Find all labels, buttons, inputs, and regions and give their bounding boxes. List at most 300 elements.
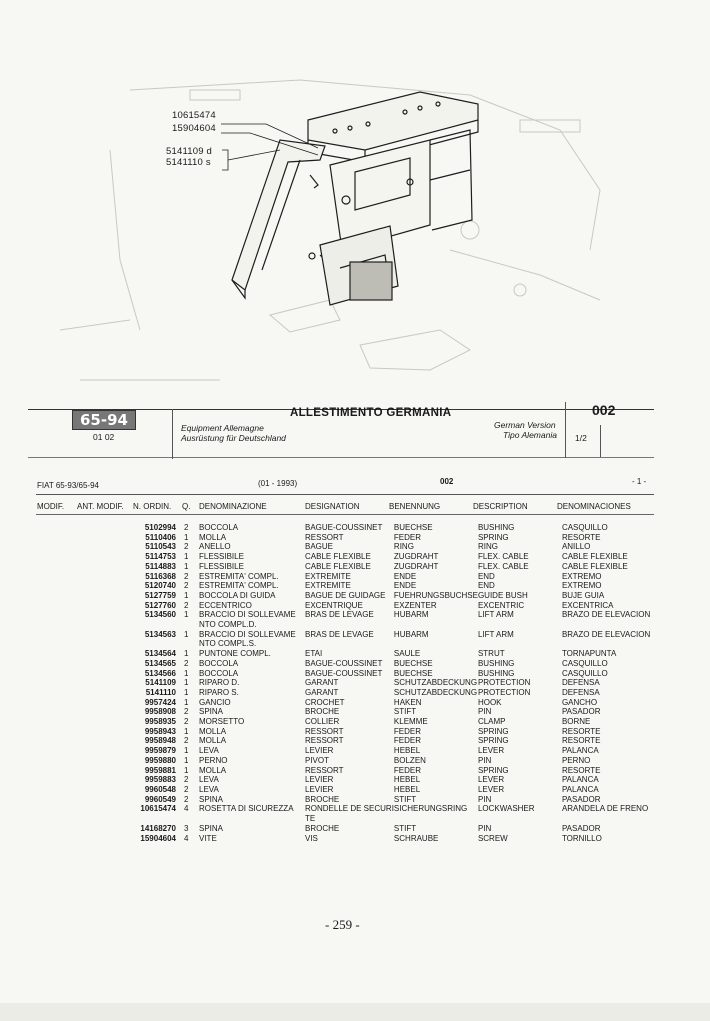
cell-de: FUEHRUNGSBUCHSE xyxy=(393,590,478,600)
cell-fr: COLLIER xyxy=(305,717,340,727)
parts-table xyxy=(100,523,662,843)
cell-es: PALANCA xyxy=(561,746,599,756)
cell-en: LIFT ARM xyxy=(477,629,514,639)
cell-it: NTO COMPL.D. xyxy=(199,620,257,630)
cell-code: 9959881 xyxy=(144,765,176,775)
cell-it: GANCIO xyxy=(199,697,231,707)
header-divider-small xyxy=(600,425,601,457)
cell-code: 5141110 xyxy=(145,687,176,697)
cell-qty: 1 xyxy=(184,765,189,775)
col-qty: Q. xyxy=(182,502,191,511)
cell-de: SCHRAUBE xyxy=(393,833,439,843)
cell-es: PASADOR xyxy=(561,794,601,804)
cell-code: 9960548 xyxy=(144,784,176,794)
cell-code: 5127759 xyxy=(144,590,176,600)
cell-de: HUBARM xyxy=(393,610,429,620)
frame-assembly xyxy=(221,92,478,305)
cell-qty: 4 xyxy=(184,804,189,814)
cell-it: SPINA xyxy=(199,794,224,804)
cell-de: ENDE xyxy=(393,571,417,581)
table-row xyxy=(100,688,662,698)
sheet-number: 1/2 xyxy=(575,433,587,443)
cell-fr: RESSORT xyxy=(305,532,344,542)
cell-es: ARANDELA DE FRENO xyxy=(561,804,649,814)
cell-en: GUIDE BUSH xyxy=(477,590,528,600)
cell-it: LEVA xyxy=(199,784,219,794)
cell-es: TORNILLO xyxy=(561,833,602,843)
cell-fr: BAGUE DE GUIDAGE xyxy=(305,590,386,600)
cell-code: 5134565 xyxy=(144,658,176,668)
cell-fr: LEVIER xyxy=(305,784,334,794)
cell-it: MOLLA xyxy=(199,726,227,736)
cell-es: PASADOR xyxy=(561,707,601,717)
col-denominaciones: DENOMINACIONES xyxy=(557,502,631,511)
table-row xyxy=(100,542,662,552)
cell-code: 5127760 xyxy=(144,600,176,610)
title-english: German Version xyxy=(494,420,556,430)
cell-it xyxy=(199,814,305,824)
cell-qty: 1 xyxy=(184,687,189,697)
table-row xyxy=(100,698,662,708)
cell-es: BORNE xyxy=(561,717,591,727)
cell-de: ENDE xyxy=(393,581,417,591)
cell-en: SPRING xyxy=(477,736,509,746)
cell-it: BOCCOLA xyxy=(199,658,239,668)
table-row xyxy=(100,766,662,776)
cell-it: MOLLA xyxy=(199,765,227,775)
cell-en: PIN xyxy=(477,794,492,804)
table-row xyxy=(100,804,662,814)
cell-fr: CROCHET xyxy=(305,697,345,707)
cell-es: BRAZO DE ELEVACION xyxy=(561,610,651,620)
title-german: Ausrüstung für Deutschland xyxy=(181,433,286,443)
cell-it: MOLLA xyxy=(199,532,227,542)
scan-bottom-edge xyxy=(0,1003,710,1021)
cell-es: DEFENSA xyxy=(561,678,600,688)
cell-code: 14168270 xyxy=(140,823,176,833)
cell-de: FEDER xyxy=(393,765,422,775)
cell-en: PIN xyxy=(477,755,492,765)
cell-en: PROTECTION xyxy=(477,678,531,688)
cell-qty: 1 xyxy=(184,629,189,639)
cell-fr: LEVIER xyxy=(305,746,334,756)
cell-fr: RESSORT xyxy=(305,726,344,736)
cell-code: 9958943 xyxy=(144,726,176,736)
cell-code: 9957424 xyxy=(144,697,176,707)
cell-fr: BAGUE xyxy=(305,542,334,552)
cell-it: PUNTONE COMPL. xyxy=(199,649,271,659)
cell-de: ZUGDRAHT xyxy=(393,561,439,571)
cell-qty: 1 xyxy=(184,532,189,542)
cell-code: 5134564 xyxy=(144,649,176,659)
cell-qty: 2 xyxy=(184,658,189,668)
cell-en: LEVER xyxy=(477,775,505,785)
table-row xyxy=(100,746,662,756)
cell-en: SCREW xyxy=(477,833,508,843)
cell-en: BUSHING xyxy=(477,658,515,668)
cell-qty: 2 xyxy=(184,707,189,717)
cell-qty: 4 xyxy=(184,833,189,843)
cell-code: 5134560 xyxy=(144,610,176,620)
cell-it: ECCENTRICO xyxy=(199,600,252,610)
cell-en: LOCKWASHER xyxy=(477,804,535,814)
cell-de: KLEMME xyxy=(393,717,428,727)
table-row xyxy=(100,523,662,533)
sub-code: 01 02 xyxy=(93,432,115,442)
cell-it: NTO COMPL.S. xyxy=(199,639,257,649)
cell-fr: RESSORT xyxy=(305,736,344,746)
cell-it: RIPARO S. xyxy=(199,687,239,697)
cell-fr: VIS xyxy=(305,833,318,843)
cell-en: END xyxy=(477,571,495,581)
page-title: ALLESTIMENTO GERMANIA xyxy=(290,407,452,419)
cell-de: STIFT xyxy=(393,707,417,717)
cell-es: RESORTE xyxy=(561,765,601,775)
cell-en: SPRING xyxy=(477,765,509,775)
cell-fr: BROCHE xyxy=(305,823,340,833)
cell-de: BUECHSE xyxy=(393,668,433,678)
header-bottom-rule xyxy=(28,457,654,458)
cell-code: 5120740 xyxy=(144,581,176,591)
meta-rule xyxy=(36,494,654,495)
cell-it: BRACCIO DI SOLLEVAME xyxy=(199,610,296,620)
cell-qty: 1 xyxy=(184,590,189,600)
cell-fr: BAGUE-COUSSINET xyxy=(305,668,383,678)
col-n-ordin: N. ORDIN. xyxy=(133,502,172,511)
meta-page-mark: - 1 - xyxy=(632,477,647,486)
cell-fr: EXCENTRIQUE xyxy=(305,600,363,610)
cell-es: GANCHO xyxy=(561,697,598,707)
cell-en: PIN xyxy=(477,707,492,717)
cell-fr: PIVOT xyxy=(305,755,330,765)
cell-code: 10615474 xyxy=(140,804,176,814)
cell-it: ANELLO xyxy=(199,542,231,552)
cell-it: BOCCOLA xyxy=(199,523,239,532)
model-badge: 65-94 xyxy=(72,410,136,430)
cell-qty: 1 xyxy=(184,697,189,707)
table-row xyxy=(100,678,662,688)
col-modif: MODIF. xyxy=(37,502,65,511)
cell-code xyxy=(100,814,184,824)
cell-qty: 1 xyxy=(184,678,189,688)
cell-code: 5134563 xyxy=(144,629,176,639)
cell-code: 5110543 xyxy=(145,542,176,552)
cell-qty xyxy=(184,620,199,630)
cell-de: FEDER xyxy=(393,726,422,736)
cell-it: ESTREMITA' COMPL. xyxy=(199,581,279,591)
table-row xyxy=(100,669,662,679)
cell-fr xyxy=(305,620,394,630)
cell-en xyxy=(478,814,562,824)
cell-qty: 2 xyxy=(184,775,189,785)
col-description: DESCRIPTION xyxy=(473,502,528,511)
table-row xyxy=(100,775,662,785)
columns-rule xyxy=(36,514,654,515)
cell-it: MORSETTO xyxy=(199,717,245,727)
table-row xyxy=(100,736,662,746)
table-row xyxy=(100,659,662,669)
cell-fr: EXTREMITE xyxy=(305,571,351,581)
cell-it: RIPARO D. xyxy=(199,678,240,688)
cell-code: 5102994 xyxy=(144,523,176,532)
cell-code: 9958935 xyxy=(144,717,176,727)
cell-de: EXZENTER xyxy=(393,600,437,610)
cell-code: 5134566 xyxy=(144,668,176,678)
cell-qty xyxy=(184,639,199,649)
table-row xyxy=(100,717,662,727)
cell-de: FEDER xyxy=(393,736,422,746)
cell-es: EXTREMO xyxy=(561,581,602,591)
cell-en: SPRING xyxy=(477,726,509,736)
cell-qty: 2 xyxy=(184,784,189,794)
table-row xyxy=(100,610,662,620)
cell-it: ESTREMITA' COMPL. xyxy=(199,571,279,581)
cell-fr: BROCHE xyxy=(305,794,340,804)
parts-table-body xyxy=(100,523,662,843)
exploded-view-svg xyxy=(0,0,710,400)
page-number: - 259 - xyxy=(325,917,360,932)
cell-en: STRUT xyxy=(477,649,505,659)
cell-de: FEDER xyxy=(393,532,422,542)
table-row xyxy=(100,785,662,795)
cell-it: LEVA xyxy=(199,775,219,785)
cell-de: SICHERUNGSRING xyxy=(393,804,468,814)
cell-code: 5114883 xyxy=(145,561,176,571)
table-row xyxy=(100,533,662,543)
table-row xyxy=(100,630,662,640)
table-row xyxy=(100,601,662,611)
cell-it: ROSETTA DI SICUREZZA xyxy=(199,804,294,814)
table-row xyxy=(100,707,662,717)
col-benennung: BENENNUNG xyxy=(389,502,441,511)
cell-qty: 2 xyxy=(184,523,189,532)
cell-code: 9960549 xyxy=(144,794,176,804)
cell-en: LEVER xyxy=(477,746,505,756)
cell-es: PALANCA xyxy=(561,784,599,794)
cell-es: CASQUILLO xyxy=(561,668,608,678)
cell-de: SCHUTZABDECKUNG xyxy=(393,687,478,697)
cell-en xyxy=(478,639,562,649)
table-row xyxy=(100,824,662,834)
cell-fr: CABLE FLEXIBLE xyxy=(305,552,371,562)
cell-it: FLESSIBILE xyxy=(199,561,244,571)
cell-de xyxy=(394,814,478,824)
cell-qty: 2 xyxy=(184,736,189,746)
cell-qty: 2 xyxy=(184,571,189,581)
cell-qty: 2 xyxy=(184,581,189,591)
cell-fr: GARANT xyxy=(305,678,339,688)
cell-fr: RONDELLE DE SECURI xyxy=(305,804,394,814)
cell-es: PALANCA xyxy=(561,775,599,785)
title-french: Equipment Allemagne xyxy=(181,423,264,433)
callout-5141110-s: 5141110 s xyxy=(166,157,211,168)
group-code: 002 xyxy=(592,402,616,418)
cell-code: 5141109 xyxy=(145,678,176,688)
table-row xyxy=(100,834,662,844)
cell-code: 9959883 xyxy=(144,775,176,785)
callout-15904604: 15904604 xyxy=(172,123,216,134)
cell-es: CABLE FLEXIBLE xyxy=(561,561,628,571)
cell-es: BUJE GUIA xyxy=(561,590,605,600)
cell-de: HEBEL xyxy=(393,746,421,756)
cell-it: LEVA xyxy=(199,746,219,756)
cell-es: CABLE FLEXIBLE xyxy=(561,552,628,562)
cell-qty: 3 xyxy=(184,823,189,833)
cell-es xyxy=(562,814,662,824)
cell-de: STIFT xyxy=(393,823,417,833)
cell-it: FLESSIBILE xyxy=(199,552,244,562)
cell-qty: 1 xyxy=(184,610,189,620)
cell-code: 9958908 xyxy=(144,707,176,717)
cell-fr: BRAS DE LEVAGE xyxy=(305,610,374,620)
callout-5141109-d: 5141109 d xyxy=(166,146,213,157)
cell-de: SCHUTZABDECKUNG xyxy=(393,678,478,688)
cell-code: 5110406 xyxy=(145,532,176,542)
col-ant-modif: ANT. MODIF. xyxy=(77,502,124,511)
cell-fr: EXTREMITE xyxy=(305,581,351,591)
cell-fr: BROCHE xyxy=(305,707,340,717)
cell-de: BUECHSE xyxy=(393,523,433,532)
cell-fr: BRAS DE LEVAGE xyxy=(305,629,374,639)
cell-code xyxy=(100,620,184,630)
cell-qty xyxy=(184,814,199,824)
cell-fr: BAGUE-COUSSINET xyxy=(305,523,383,532)
cell-fr: LEVIER xyxy=(305,775,334,785)
cell-es: PERNO xyxy=(561,755,591,765)
cell-code: 5114753 xyxy=(145,552,176,562)
cell-de: BUECHSE xyxy=(393,658,433,668)
cell-es: BRAZO DE ELEVACION xyxy=(561,629,651,639)
table-row xyxy=(100,795,662,805)
cell-es: EXTREMO xyxy=(561,571,602,581)
cell-en: PIN xyxy=(477,823,492,833)
header-divider-right xyxy=(565,402,566,458)
exploded-view-drawing xyxy=(0,0,710,400)
model-line: FIAT 65-93/65-94 xyxy=(37,481,99,490)
header-divider-left xyxy=(172,409,173,459)
cell-es: CASQUILLO xyxy=(561,658,608,668)
cell-qty: 2 xyxy=(184,600,189,610)
cell-it: PERNO xyxy=(199,755,228,765)
table-row xyxy=(100,581,662,591)
cell-fr: TE xyxy=(305,814,316,824)
cell-code: 9958948 xyxy=(144,736,176,746)
cell-qty: 1 xyxy=(184,726,189,736)
cell-fr: BAGUE-COUSSINET xyxy=(305,658,383,668)
cell-fr: RESSORT xyxy=(305,765,344,775)
cell-de: SAULE xyxy=(393,649,421,659)
cell-es: RESORTE xyxy=(561,726,601,736)
cell-en: PROTECTION xyxy=(477,687,531,697)
cell-en xyxy=(478,620,562,630)
cell-qty: 1 xyxy=(184,649,189,659)
cell-en: CLAMP xyxy=(477,717,506,727)
cell-it: SPINA xyxy=(199,707,224,717)
cell-es: RESORTE xyxy=(561,532,601,542)
cell-de xyxy=(394,620,478,630)
cell-de: HEBEL xyxy=(393,775,421,785)
cell-en: LIFT ARM xyxy=(477,610,514,620)
cell-code: 9959879 xyxy=(144,746,176,756)
cell-qty: 1 xyxy=(184,668,189,678)
callout-10615474: 10615474 xyxy=(172,110,216,121)
table-row xyxy=(100,639,662,649)
cell-en: HOOK xyxy=(477,697,502,707)
cell-es: ANILLO xyxy=(561,542,591,552)
edition-date: (01 - 1993) xyxy=(258,479,298,488)
table-row xyxy=(100,572,662,582)
cell-de: HEBEL xyxy=(393,784,421,794)
cell-de: HAKEN xyxy=(393,697,422,707)
cell-it: SPINA xyxy=(199,823,224,833)
cell-de: STIFT xyxy=(393,794,417,804)
table-row xyxy=(100,649,662,659)
cell-fr: CABLE FLEXIBLE xyxy=(305,561,371,571)
cell-it: BRACCIO DI SOLLEVAME xyxy=(199,629,296,639)
cell-en: BUSHING xyxy=(477,523,515,532)
cell-en: LEVER xyxy=(477,784,505,794)
table-row xyxy=(100,620,662,630)
cell-es xyxy=(562,620,662,630)
cell-code: 9959880 xyxy=(144,755,176,765)
cell-it: VITE xyxy=(199,833,217,843)
cell-de: BOLZEN xyxy=(393,755,426,765)
cell-en: FLEX. CABLE xyxy=(477,561,529,571)
cell-qty: 2 xyxy=(184,542,189,552)
table-row xyxy=(100,814,662,824)
cell-qty: 2 xyxy=(184,794,189,804)
cell-es xyxy=(562,639,662,649)
title-spanish: Tipo Alemania xyxy=(503,430,557,440)
cell-fr xyxy=(305,639,394,649)
cell-fr: GARANT xyxy=(305,687,339,697)
meta-group: 002 xyxy=(440,477,454,486)
cell-en: END xyxy=(477,581,495,591)
cell-es: TORNAPUNTA xyxy=(561,649,617,659)
cell-it: BOCCOLA xyxy=(199,668,239,678)
cell-en: EXCENTRIC xyxy=(477,600,525,610)
table-row xyxy=(100,727,662,737)
cell-qty: 1 xyxy=(184,552,189,562)
cell-qty: 2 xyxy=(184,717,189,727)
cell-qty: 1 xyxy=(184,755,189,765)
cell-de xyxy=(394,639,478,649)
cell-en: BUSHING xyxy=(477,668,515,678)
cell-en: RING xyxy=(477,542,498,552)
cell-de: ZUGDRAHT xyxy=(393,552,439,562)
table-row xyxy=(100,756,662,766)
cell-qty: 1 xyxy=(184,746,189,756)
cell-de: HUBARM xyxy=(393,629,429,639)
table-row xyxy=(100,591,662,601)
col-designation: DESIGNATION xyxy=(305,502,360,511)
col-denominazione: DENOMINAZIONE xyxy=(199,502,267,511)
cell-code: 15904604 xyxy=(140,833,176,843)
cell-fr: ETAI xyxy=(305,649,323,659)
cell-qty: 1 xyxy=(184,561,189,571)
cell-en: SPRING xyxy=(477,532,509,542)
cell-es: CASQUILLO xyxy=(561,523,608,532)
cell-de: RING xyxy=(393,542,414,552)
cell-es: PASADOR xyxy=(561,823,601,833)
cell-it: MOLLA xyxy=(199,736,227,746)
table-row xyxy=(100,562,662,572)
cell-es: EXCENTRICA xyxy=(561,600,614,610)
table-row xyxy=(100,552,662,562)
cell-code xyxy=(100,639,184,649)
cell-es: DEFENSA xyxy=(561,687,600,697)
cell-en: FLEX. CABLE xyxy=(477,552,529,562)
